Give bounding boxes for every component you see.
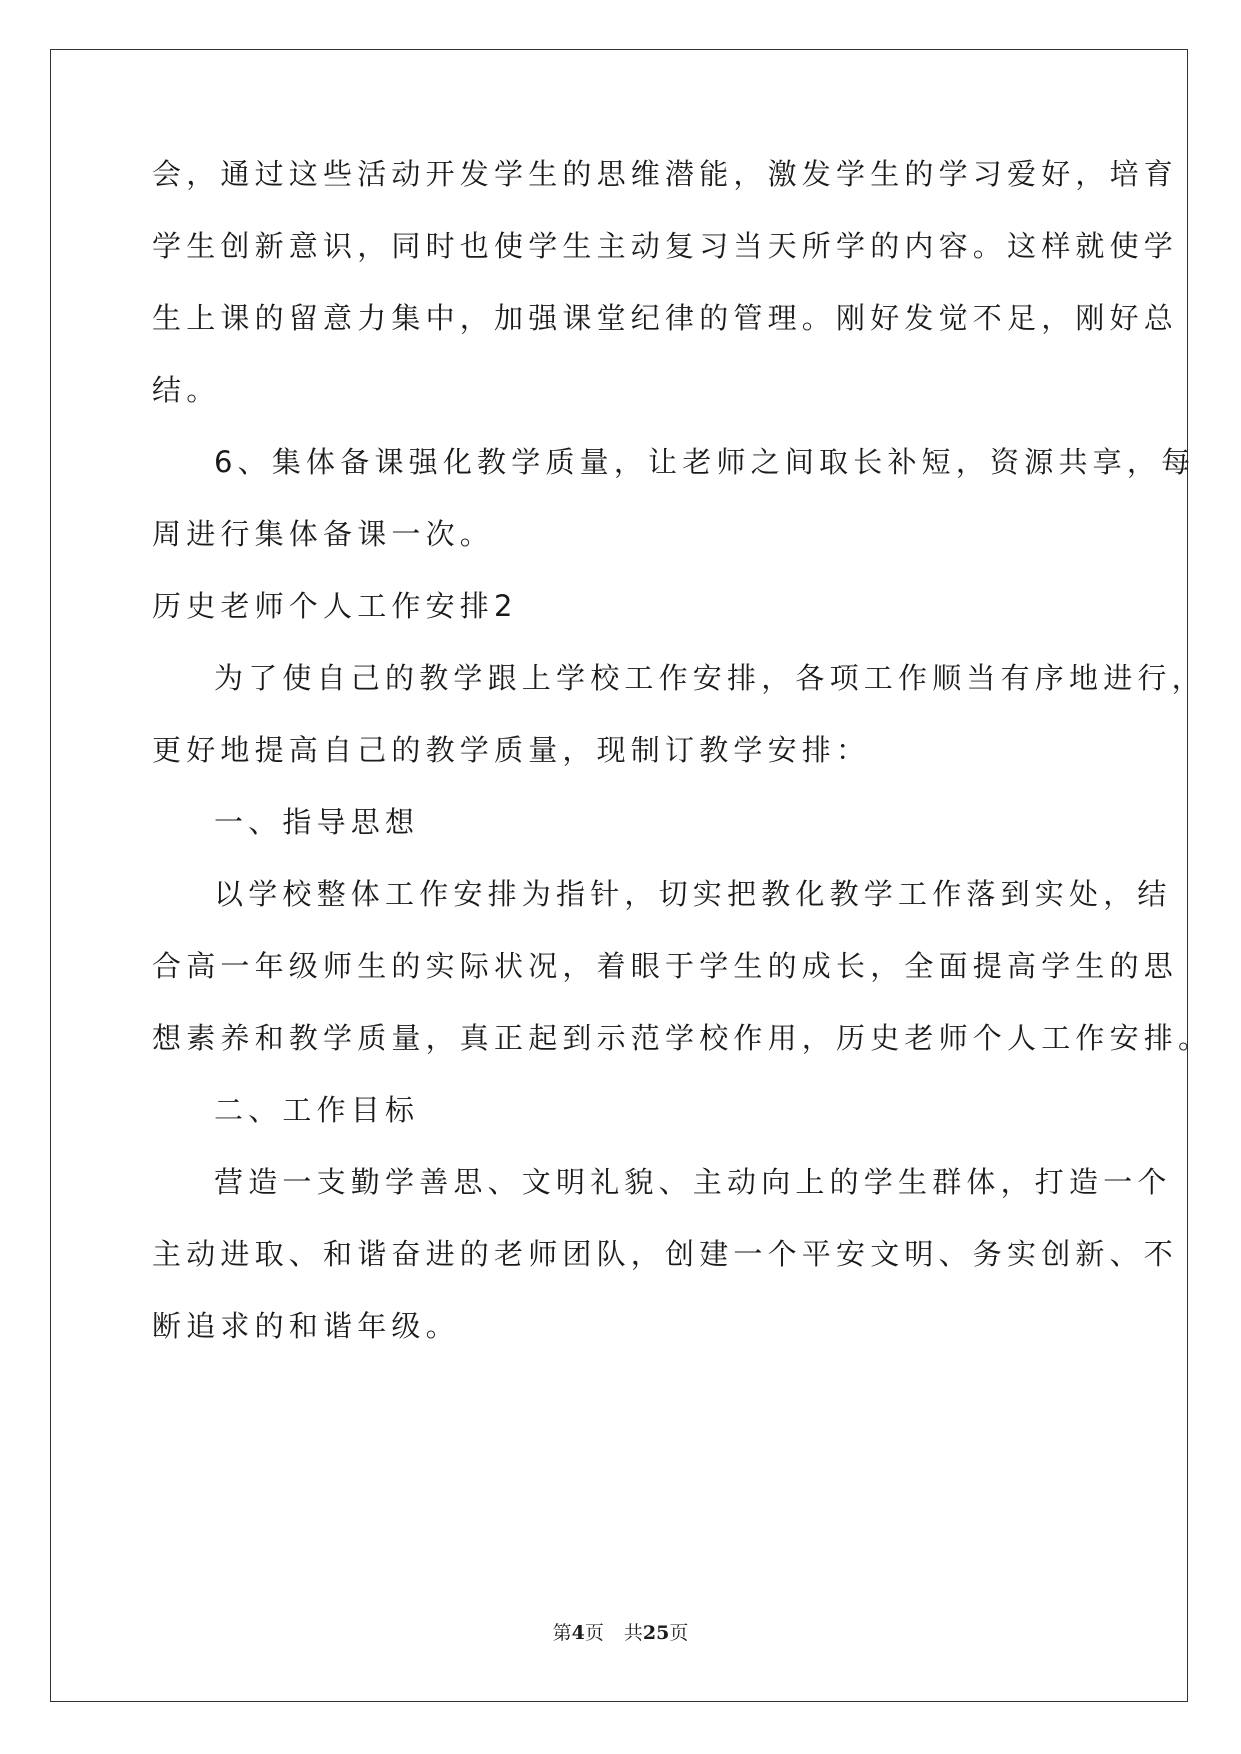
total-page-count: 25 <box>642 1622 670 1644</box>
current-page-number: 4 <box>571 1622 585 1644</box>
footer-prefix: 第 <box>552 1622 572 1644</box>
subheading: 一、指导思想 <box>214 805 420 839</box>
body-text-line: 周进行集体备课一次。 <box>152 517 495 551</box>
footer-total-suffix: 页 <box>669 1622 689 1644</box>
body-text-line: 会，通过这些活动开发学生的思维潜能，激发学生的学习爱好，培育 <box>152 157 1179 191</box>
body-text-line: 为了使自己的教学跟上学校工作安排，各项工作顺当有序地进行， <box>214 661 1206 695</box>
footer-page-suffix: 页 <box>584 1622 604 1644</box>
body-text-line: 以学校整体工作安排为指针，切实把教化教学工作落到实处，结 <box>214 877 1172 911</box>
footer-total-prefix: 共 <box>623 1622 643 1644</box>
body-text-line: 结。 <box>152 373 221 407</box>
body-text-line: 学生创新意识，同时也使学生主动复习当天所学的内容。这样就使学 <box>152 229 1179 263</box>
page-footer <box>0 1621 1241 1645</box>
body-text-line: 断追求的和谐年级。 <box>152 1309 460 1343</box>
body-text-line: 生上课的留意力集中，加强课堂纪律的管理。刚好发觉不足，刚好总 <box>152 301 1179 335</box>
body-text-line: 合高一年级师生的实际状况，着眼于学生的成长，全面提高学生的思 <box>152 949 1179 983</box>
body-text-line: 营造一支勤学善思、文明礼貌、主动向上的学生群体，打造一个 <box>214 1165 1172 1199</box>
body-text-line: 想素养和教学质量，真正起到示范学校作用，历史老师个人工作安排。 <box>152 1021 1213 1055</box>
body-text-line: 更好地提高自己的教学质量，现制订教学安排： <box>152 733 871 767</box>
section-heading: 历史老师个人工作安排2 <box>152 589 518 623</box>
body-text-line: 6、集体备课强化教学质量，让老师之间取长补短，资源共享，每 <box>214 445 1196 479</box>
body-text-line: 主动进取、和谐奋进的老师团队，创建一个平安文明、务实创新、不 <box>152 1237 1179 1271</box>
subheading: 二、工作目标 <box>214 1093 420 1127</box>
